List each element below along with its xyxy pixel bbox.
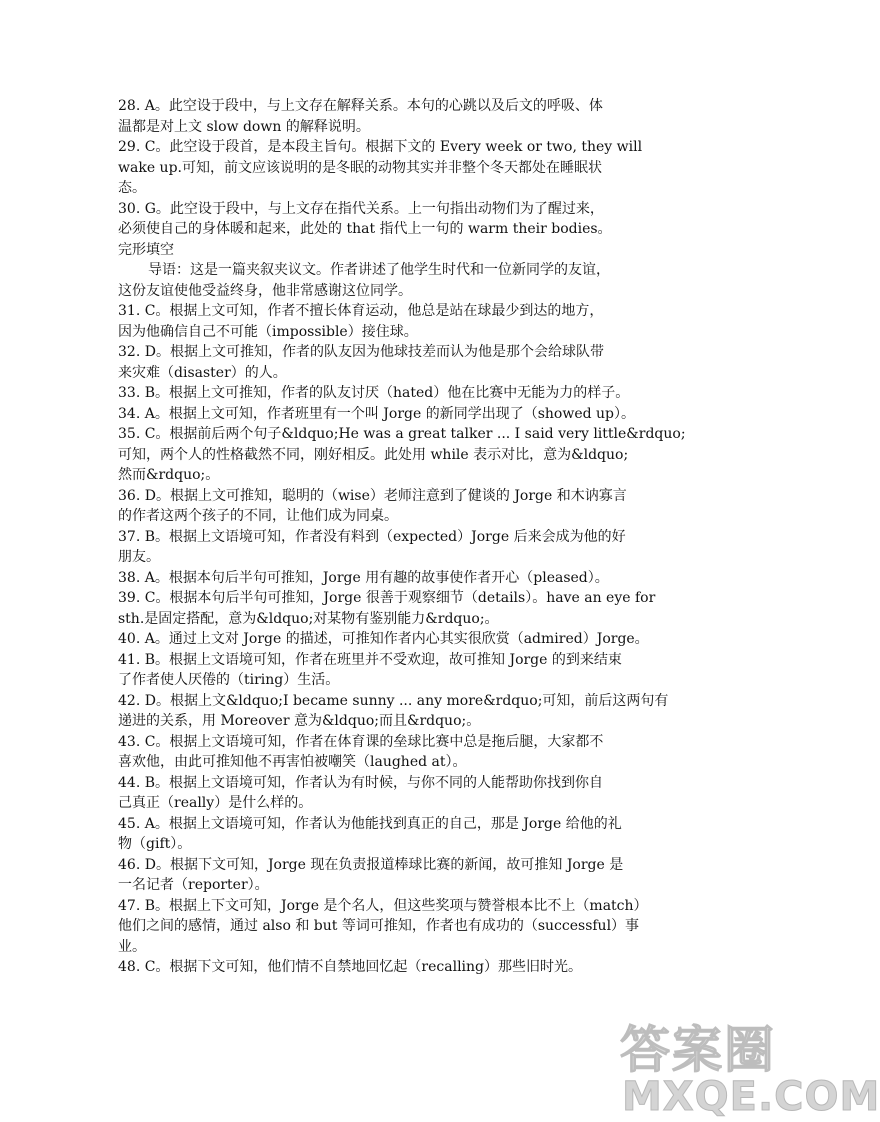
text-line: 39. C。根据本句后半句可推知，Jorge 很善于观察细节（details）。have an eye for [118,590,656,606]
text-line: 35. C。根据前后两个句子&ldquo;He was a great talker ... I said very little&rdquo; [118,426,686,442]
text-line: 来灾难（disaster）的人。 [118,364,287,381]
text-line: 46. D。根据下文可知，Jorge 现在负责报道棒球比赛的新闻，故可推知 Jorge 是 [118,856,624,873]
site-logo [610,1010,880,1120]
text-line: sth.是固定搭配，意为&ldquo;对某物有鉴别能力&rdquo;。 [118,610,499,627]
text-line: 然而&rdquo;。 [118,467,220,483]
text-line: 己真正（really）是什么样的。 [118,795,313,811]
text-line: 41. B。根据上文语境可知，作者在班里并不受欢迎，故可推知 Jorge 的到来结束 [118,651,622,668]
text-line: 29. C。此空设于段首，是本段主旨句。根据下文的 Every week or two, they will [118,139,643,155]
text-line: 业。 [118,938,146,955]
text-line: wake up.可知，前文应该说明的是冬眠的动物其实并非整个冬天都处在睡眠状 [118,159,602,176]
text-line: 因为他确信自己不可能（impossible）接住球。 [118,323,418,340]
text-line: 28. A。此空设于段中，与上文存在解释关系。本句的心跳以及后文的呼吸、体 [118,98,603,114]
text-line: 42. D。根据上文&ldquo;I became sunny ... any more&rdquo;可知，前后这两句有 [118,692,669,709]
text-line: 30. G。此空设于段中，与上文存在指代关系。上一句指出动物们为了醒过来， [118,200,604,217]
text-line: 他们之间的感情，通过 also 和 but 等词可推知，作者也有成功的（successful）事 [118,918,640,934]
text-line: 31. C。根据上文可知，作者不擅长体育运动，他总是站在球最少到达的地方， [118,303,604,319]
text-line: 34. A。根据上文可知，作者班里有一个叫 Jorge 的新同学出现了（showed up）。 [118,405,635,422]
text-line: 喜欢他，由此可推知他不再害怕被嘲笑（laughed at）。 [118,754,467,770]
text-line: 一名记者（reporter）。 [118,877,269,893]
text-line: 37. B。根据上文语境可知，作者没有料到（expected）Jorge 后来会成为他的好 [118,528,626,545]
text-line: 态。 [118,180,146,196]
text-line: 33. B。根据上文可推知，作者的队友讨厌（hated）他在比赛中无能为力的样子。 [118,385,630,401]
text-line: 了作者使人厌倦的（tiring）生活。 [118,672,340,688]
text-line: 48. C。根据下文可知，他们情不自禁地回忆起（recalling）那些旧时光。 [118,959,583,975]
text-line: 必须使自己的身体暖和起来，此处的 that 指代上一句的 warm their bodies。 [118,221,612,237]
text-line: 43. C。根据上文语境可知，作者在体育课的垒球比赛中总是拖后腿，大家都不 [118,733,604,750]
text-line: 44. B。根据上文语境可知，作者认为有时候，与你不同的人能帮助你找到你自 [118,774,604,791]
text-line: 38. A。根据本句后半句可推知，Jorge 用有趣的故事使作者开心（pleased）。 [118,569,609,586]
text-line: 可知，两个人的性格截然不同，刚好相反。此处用 while 表示对比，意为&ldquo; [118,446,629,463]
text-line: 递进的关系，用 Moreover 意为&ldquo;而且&rdquo;。 [118,713,481,729]
logo-mark-text: 答案圈 [620,1021,776,1079]
text-line: 47. B。根据上下文可知，Jorge 是个名人，但这些奖项与赞誉根本比不上（match） [118,897,648,914]
logo-domain-text: MXQE.COM [622,1074,880,1120]
text-line: 40. A。通过上文对 Jorge 的描述，可推知作者内心其实很欣赏（admired）Jorge。 [118,631,649,647]
answer-document [118,96,686,978]
text-line: 32. D。根据上文可推知，作者的队友因为他球技差而认为他是那个会给球队带 [118,344,604,360]
section-intro-cont: 这份友谊使他受益终身，他非常感谢这位同学。 [118,282,412,299]
text-line: 的作者这两个孩子的不同，让他们成为同桌。 [118,508,398,524]
text-line: 物（gift）。 [118,836,192,852]
section-title: 完形填空 [118,241,174,258]
section-intro: 导语：这是一篇夹叙夹议文。作者讲述了他学生时代和一位新同学的友谊， [148,262,610,278]
text-line: 36. D。根据上文可推知，聪明的（wise）老师注意到了健谈的 Jorge 和木讷寡言 [118,487,627,504]
text-line: 45. A。根据上文语境可知，作者认为他能找到真正的自己，那是 Jorge 给他的礼 [118,815,622,832]
text-line: 朋友。 [118,549,160,565]
text-line: 温都是对上文 slow down 的解释说明。 [118,118,370,135]
